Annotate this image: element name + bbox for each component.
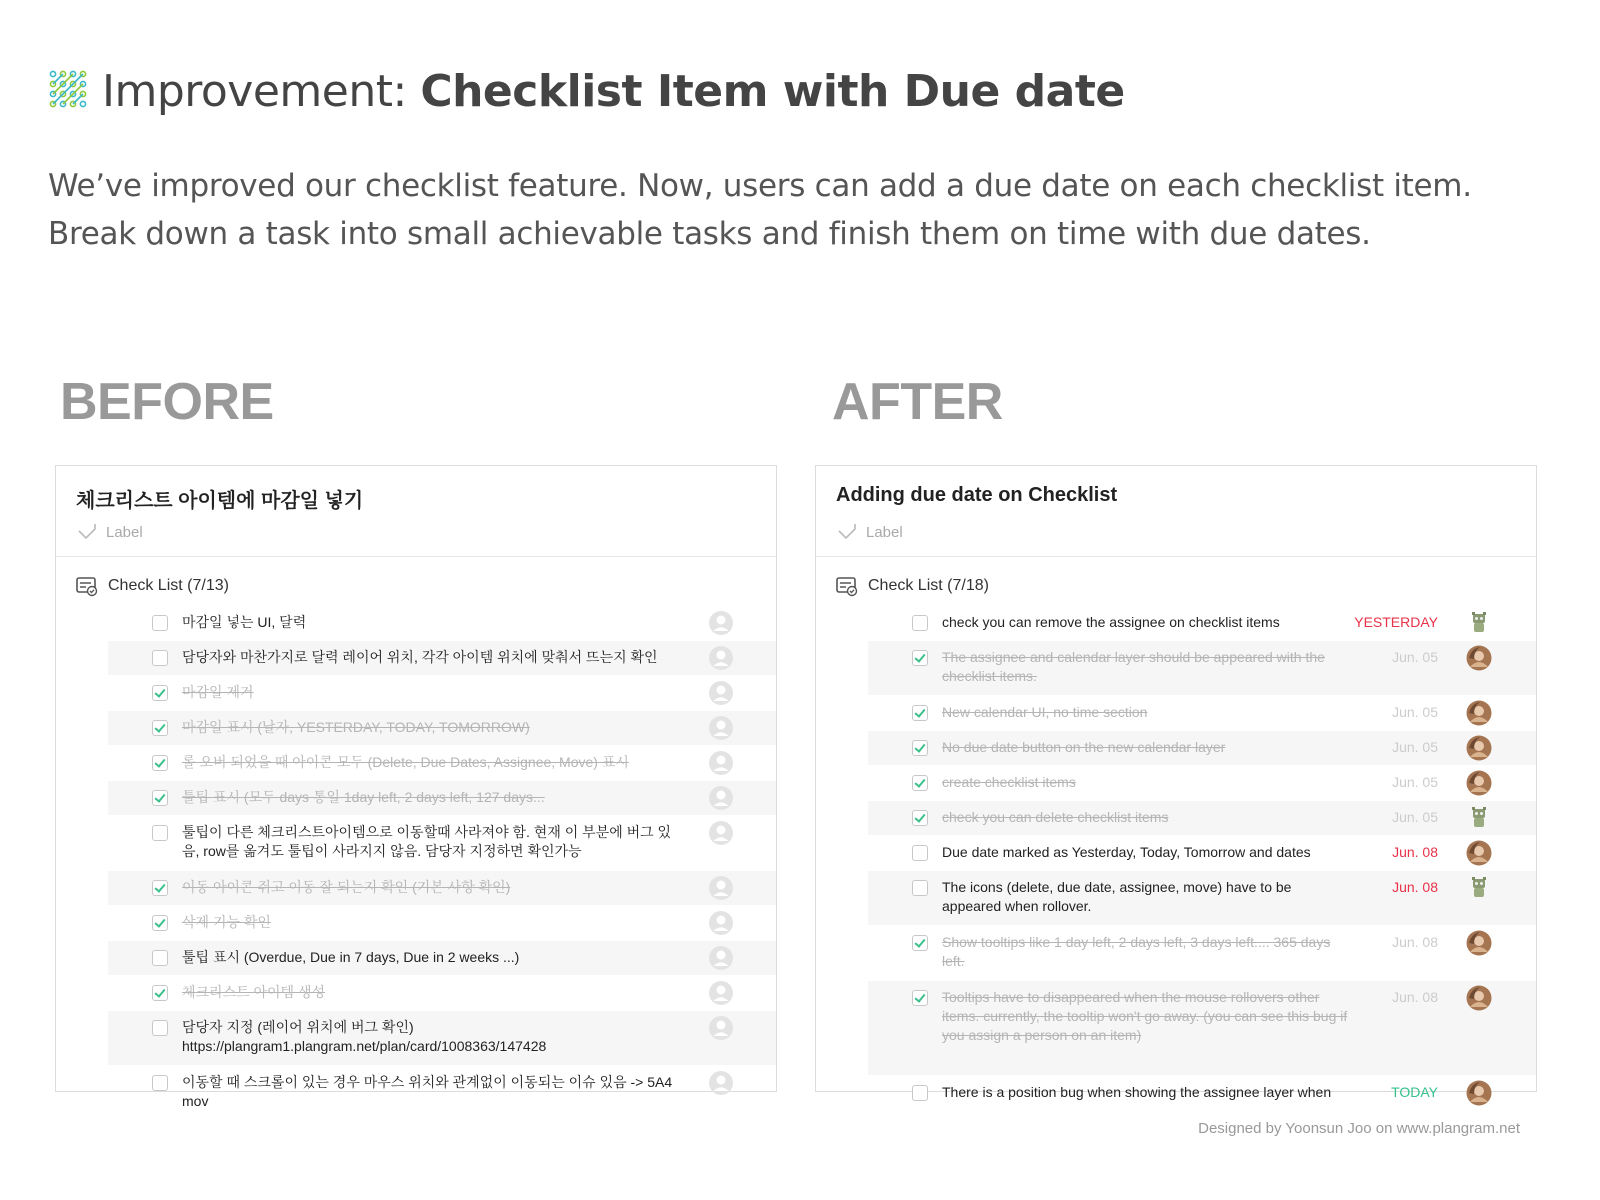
description-line-2: Break down a task into small achievable tasks and finish them on time with due dates. [48,216,1371,252]
checklist-item[interactable] [108,1066,776,1109]
checklist-checkbox[interactable] [912,775,928,791]
checklist-item[interactable] [108,976,776,1011]
checklist-checkbox[interactable] [152,720,168,736]
checklist-item-text: The icons (delete, due date, assignee, move) have to be appeared when rollover. [942,879,1292,914]
checklist-item-text: New calendar UI, no time section [942,704,1148,720]
checklist-item-text: There is a position bug when showing the assignee layer when [942,1084,1332,1100]
checklist-item[interactable] [108,746,776,781]
page-header [48,66,1125,117]
checklist-item-text: 롤 오버 되었을 때 아이콘 모두 (Delete, Due Dates, Assignee, Move) 표시 [182,754,629,770]
checklist-item-text: The assignee and calendar layer should be appeared with the checklist items. [942,649,1325,684]
due-date-button[interactable]: Jun. 05 [1392,649,1438,665]
logo-icon [48,68,92,116]
checklist-item[interactable] [868,871,1536,926]
due-date-button[interactable]: Jun. 05 [1392,809,1438,825]
checklist-item[interactable] [108,816,776,871]
checklist-icon [76,576,98,596]
checklist-item[interactable] [868,606,1536,641]
checklist-checkbox[interactable] [152,825,168,841]
label-button[interactable] [836,521,903,543]
checklist-item-text: 마감일 표시 (날자, YESTERDAY, TODAY, TOMORROW) [182,719,530,735]
checklist-items [868,606,1536,1111]
title-prefix: Improvement: [102,66,421,117]
checklist-item-text: check you can delete checklist items [942,809,1169,825]
tag-icon [76,521,98,543]
due-date-button[interactable]: Jun. 05 [1392,704,1438,720]
assignee-placeholder-icon[interactable] [708,785,734,811]
checklist-item-text: 이동 아이콘 쥐고 이동 잘 되는지 확인 (기본 사항 확인) [182,879,511,895]
page-description [48,162,1548,258]
due-date-button[interactable]: Jun. 08 [1392,844,1438,860]
checklist-checkbox[interactable] [152,1020,168,1036]
checklist-item[interactable] [868,731,1536,766]
checklist-checkbox[interactable] [152,615,168,631]
checklist-checkbox[interactable] [912,880,928,896]
checklist-title: Check List (7/18) [868,577,989,594]
checklist-item-text: No due date button on the new calendar layer [942,739,1226,755]
checklist-checkbox[interactable] [152,685,168,701]
checklist-checkbox[interactable] [912,740,928,756]
assignee-robot-avatar[interactable] [1466,805,1492,831]
checklist-item[interactable] [108,906,776,941]
checklist-item-text: Due date marked as Yesterday, Today, Tomorrow and dates [942,844,1311,860]
assignee-avatar[interactable] [1466,700,1492,726]
divider [816,556,1536,557]
checklist-header [836,576,989,596]
checklist-checkbox[interactable] [152,1075,168,1091]
checklist-item-text: 마감일 제거 [182,684,254,700]
checklist-checkbox[interactable] [912,810,928,826]
description-line-1: We’ve improved our checklist feature. Now, users can add a due date on each checklist item. [48,168,1472,204]
checklist-item[interactable] [108,941,776,976]
assignee-placeholder-icon[interactable] [708,1015,734,1041]
checklist-item-text: 툴팁이 다른 체크리스트아이템으로 이동할때 사라져야 함. 현재 이 부분에 버그 있음, row를 옮겨도 툴팁이 사라지지 않음. 담당자 지정하면 확인가능 [182,824,672,859]
checklist-item[interactable] [868,696,1536,731]
assignee-placeholder-icon[interactable] [708,750,734,776]
due-date-button[interactable]: YESTERDAY [1354,614,1438,630]
assignee-placeholder-icon[interactable] [708,820,734,846]
assignee-avatar[interactable] [1466,840,1492,866]
before-card [55,465,777,1109]
checklist-item-text: 담당자와 마찬가지로 달력 레이어 위치, 각각 아이템 위치에 맞춰서 뜨는지 확인 [182,649,658,665]
due-date-button[interactable]: Jun. 05 [1392,739,1438,755]
checklist-checkbox[interactable] [152,650,168,666]
checklist-icon [836,576,858,596]
assignee-avatar[interactable] [1466,1080,1492,1106]
checklist-checkbox[interactable] [152,755,168,771]
checklist-item[interactable] [868,926,1536,981]
due-date-button[interactable]: Jun. 08 [1392,934,1438,950]
checklist-checkbox[interactable] [152,950,168,966]
checklist-item-text: 체크리스트 아이템 생성 [182,984,326,1000]
checklist-checkbox[interactable] [912,650,928,666]
checklist-item[interactable] [108,781,776,816]
page-title [102,66,1125,117]
checklist-item[interactable] [868,836,1536,871]
label-text: Label [866,523,903,541]
checklist-item-text: 툴팁 표시 (Overdue, Due in 7 days, Due in 2 weeks ...) [182,949,520,965]
assignee-placeholder-icon[interactable] [708,875,734,901]
assignee-placeholder-icon[interactable] [708,945,734,971]
checklist-item[interactable] [108,641,776,676]
checklist-item[interactable] [868,766,1536,801]
card-title: 체크리스트 아이템에 마감일 넣기 [76,490,364,512]
assignee-placeholder-icon[interactable] [708,980,734,1006]
checklist-item-text: check you can remove the assignee on checklist items [942,614,1280,630]
checklist-item[interactable] [108,676,776,711]
checklist-item[interactable] [868,981,1536,1076]
checklist-checkbox[interactable] [152,790,168,806]
due-date-button[interactable]: Jun. 08 [1392,879,1438,895]
after-label: AFTER [832,373,1003,431]
checklist-checkbox[interactable] [912,615,928,631]
checklist-item[interactable] [108,1011,776,1066]
assignee-avatar[interactable] [1466,770,1492,796]
checklist-item[interactable] [868,641,1536,696]
checklist-header [76,576,229,596]
after-card [815,465,1537,1100]
checklist-item[interactable] [868,801,1536,836]
label-button[interactable] [76,521,143,543]
assignee-avatar[interactable] [1466,645,1492,671]
assignee-avatar[interactable] [1466,985,1492,1011]
due-date-button[interactable]: TODAY [1391,1084,1438,1100]
due-date-button[interactable]: Jun. 08 [1392,989,1438,1005]
card-title: Adding due date on Checklist [836,484,1118,506]
checklist-checkbox[interactable] [912,1085,928,1101]
assignee-placeholder-icon[interactable] [708,910,734,936]
checklist-item[interactable] [108,871,776,906]
due-date-button[interactable]: Jun. 05 [1392,774,1438,790]
assignee-placeholder-icon[interactable] [708,715,734,741]
checklist-checkbox[interactable] [912,990,928,1006]
tag-icon [836,521,858,543]
title-main: Checklist Item with Due date [420,66,1125,117]
checklist-item-text: Tooltips have to disappeared when the mouse rollovers other items. currently, the tooltip won't go away. (you can see this bug if you assign a person on an item) [942,989,1348,1043]
checklist-item-text: create checklist items [942,774,1076,790]
checklist-item[interactable] [108,711,776,746]
label-text: Label [106,523,143,541]
checklist-items [108,606,776,1109]
assignee-placeholder-icon[interactable] [708,645,734,671]
checklist-checkbox[interactable] [152,985,168,1001]
assignee-placeholder-icon[interactable] [708,1070,734,1096]
checklist-item-text: Show tooltips like 1 day left, 2 days left, 3 days left.... 365 days left. [942,934,1331,969]
checklist-item-text: 이동할 때 스크롤이 있는 경우 마우스 위치와 관계없이 이동되는 이슈 있음 -> 5A4 mov [182,1074,673,1109]
footer-credit: Designed by Yoonsun Joo on www.plangram.net [1198,1120,1520,1137]
divider [56,556,776,557]
before-label: BEFORE [60,373,274,431]
assignee-placeholder-icon[interactable] [708,680,734,706]
checklist-item[interactable] [108,606,776,641]
checklist-checkbox[interactable] [152,915,168,931]
checklist-checkbox[interactable] [912,935,928,951]
checklist-item-text: 마감일 넣는 UI, 달력 [182,614,307,630]
checklist-checkbox[interactable] [912,705,928,721]
assignee-placeholder-icon[interactable] [708,610,734,636]
checklist-item-text: 삭제 기능 확인 [182,914,271,930]
checklist-item-text: 담당자 지정 (레이어 위치에 버그 확인) https://plangram1.plangram.net/plan/card/1008363/147428 [182,1019,547,1054]
assignee-avatar[interactable] [1466,735,1492,761]
checklist-title: Check List (7/13) [108,577,229,594]
checklist-item-text: 툴팁 표시 (모두 days 통일 1day left, 2 days left, 127 days... [182,789,545,805]
assignee-robot-avatar[interactable] [1466,875,1492,901]
assignee-avatar[interactable] [1466,930,1492,956]
assignee-robot-avatar[interactable] [1466,610,1492,636]
checklist-item[interactable] [868,1076,1536,1111]
checklist-checkbox[interactable] [912,845,928,861]
checklist-checkbox[interactable] [152,880,168,896]
